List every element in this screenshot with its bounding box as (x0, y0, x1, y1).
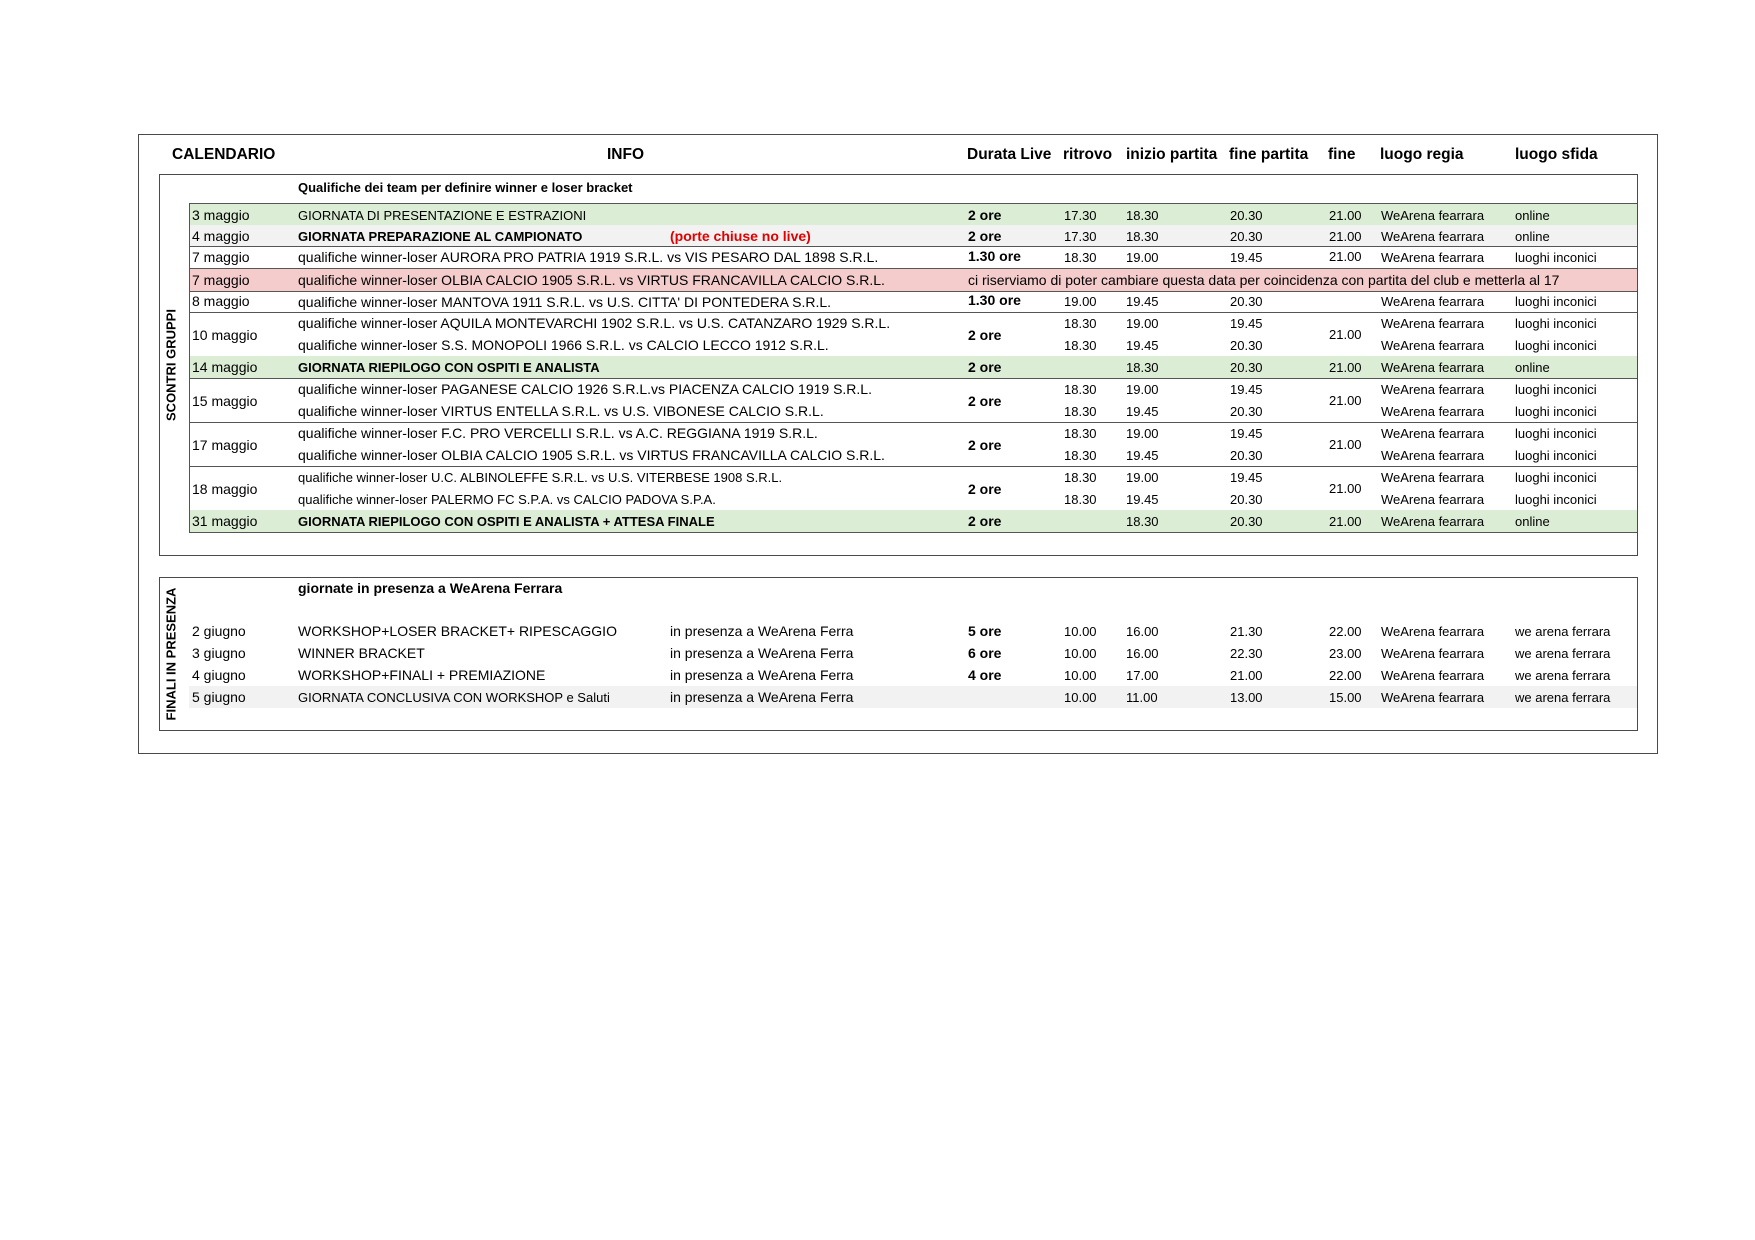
inizio-cell: 19.00 (1126, 426, 1159, 441)
date-cell: 15 maggio (192, 393, 258, 409)
table-row (189, 203, 1637, 227)
info-cell: qualifiche winner-loser AQUILA MONTEVARCHI 1902 S.R.L. vs U.S. CATANZARO 1929 S.R.L. (298, 315, 891, 331)
note-cell: (porte chiuse no live) (670, 228, 811, 244)
inizio-cell: 19.45 (1126, 294, 1159, 309)
ritrovo-cell: 10.00 (1064, 646, 1097, 661)
sfida-cell: online (1515, 208, 1550, 223)
fine-cell: 21.00 (1329, 514, 1362, 529)
regia-cell: WeArena fearrara (1381, 470, 1485, 485)
table-row (189, 268, 1637, 292)
inizio-cell: 19.45 (1126, 404, 1159, 419)
ritrovo-cell: 10.00 (1064, 624, 1097, 639)
fine-cell: 22.00 (1329, 668, 1362, 683)
regia-cell: WeArena fearrara (1381, 514, 1485, 529)
header-durata: Durata Live (967, 146, 1052, 163)
fine-cell: 21.00 (1329, 437, 1362, 452)
note-cell: ci riserviamo di poter cambiare questa data per coincidenza con partita del club e metterla al 17 (968, 272, 1560, 288)
inizio-cell: 17.00 (1126, 668, 1159, 683)
fine-partita-cell: 21.00 (1230, 668, 1263, 683)
ritrovo-cell: 10.00 (1064, 690, 1097, 705)
regia-cell: WeArena fearrara (1381, 404, 1485, 419)
fine-partita-cell: 20.30 (1230, 514, 1263, 529)
fine-partita-cell: 20.30 (1230, 360, 1263, 375)
presenza-cell: in presenza a WeArena Ferra (670, 689, 854, 705)
sfida-cell: we arena ferrara (1515, 624, 1611, 639)
fine-partita-cell: 20.30 (1230, 492, 1263, 507)
durata-cell: 2 ore (968, 327, 1002, 343)
info-cell: qualifiche winner-loser VIRTUS ENTELLA S.R.L. vs U.S. VIBONESE CALCIO S.R.L. (298, 403, 824, 419)
regia-cell: WeArena fearrara (1381, 250, 1485, 265)
table-row (189, 466, 1637, 511)
fine-partita-cell: 22.30 (1230, 646, 1263, 661)
info-cell: qualifiche winner-loser S.S. MONOPOLI 1966 S.R.L. vs CALCIO LECCO 1912 S.R.L. (298, 337, 829, 353)
regia-cell: WeArena fearrara (1381, 492, 1485, 507)
label-scontri-gruppi: SCONTRI GRUPPI (163, 309, 179, 421)
table-row (189, 290, 1637, 313)
sfida-cell: luoghi inconici (1515, 426, 1597, 441)
regia-cell: WeArena fearrara (1381, 229, 1485, 244)
inizio-cell: 19.00 (1126, 316, 1159, 331)
fine-partita-cell: 20.30 (1230, 208, 1263, 223)
presenza-cell: in presenza a WeArena Ferra (670, 645, 854, 661)
presenza-cell: in presenza a WeArena Ferra (670, 667, 854, 683)
fine-partita-cell: 20.30 (1230, 294, 1263, 309)
date-cell: 8 maggio (192, 293, 250, 309)
regia-cell: WeArena fearrara (1381, 668, 1485, 683)
fine-cell: 21.00 (1329, 249, 1362, 264)
info-cell: qualifiche winner-loser OLBIA CALCIO 1905 S.R.L. vs VIRTUS FRANCAVILLA CALCIO S.R.L. (298, 447, 885, 463)
sfida-cell: luoghi inconici (1515, 404, 1597, 419)
info-cell: GIORNATA CONCLUSIVA CON WORKSHOP e Saluti (298, 690, 610, 705)
ritrovo-cell: 18.30 (1064, 426, 1097, 441)
inizio-cell: 11.00 (1126, 690, 1158, 705)
header-luogo-regia: luogo regia (1380, 146, 1464, 163)
durata-cell: 2 ore (968, 393, 1002, 409)
fine-partita-cell: 19.45 (1230, 250, 1263, 265)
durata-cell: 5 ore (968, 623, 1002, 639)
info-cell: WORKSHOP+FINALI + PREMIAZIONE (298, 667, 546, 683)
fine-cell: 21.00 (1329, 360, 1362, 375)
table-row (189, 225, 1637, 247)
date-cell: 3 maggio (192, 207, 250, 223)
sfida-cell: luoghi inconici (1515, 250, 1597, 265)
ritrovo-cell: 18.30 (1064, 448, 1097, 463)
ritrovo-cell: 18.30 (1064, 470, 1097, 485)
table-row (189, 378, 1637, 423)
fine-cell: 21.00 (1329, 393, 1362, 408)
inizio-cell: 19.45 (1126, 448, 1159, 463)
date-cell: 5 giugno (192, 689, 246, 705)
table-row (189, 510, 1637, 533)
fine-partita-cell: 20.30 (1230, 404, 1263, 419)
date-cell: 7 maggio (192, 249, 250, 265)
ritrovo-cell: 18.30 (1064, 250, 1097, 265)
ritrovo-cell: 18.30 (1064, 316, 1097, 331)
fine-cell: 21.00 (1329, 229, 1362, 244)
fine-cell: 21.00 (1329, 208, 1362, 223)
regia-cell: WeArena fearrara (1381, 208, 1485, 223)
regia-cell: WeArena fearrara (1381, 338, 1485, 353)
info-cell: qualifiche winner-loser F.C. PRO VERCELLI S.R.L. vs A.C. REGGIANA 1919 S.R.L. (298, 425, 818, 441)
info-cell: GIORNATA RIEPILOGO CON OSPITI E ANALISTA + ATTESA FINALE (298, 514, 715, 529)
date-cell: 31 maggio (192, 513, 258, 529)
presenza-cell: in presenza a WeArena Ferra (670, 623, 854, 639)
table-row (189, 246, 1637, 268)
ritrovo-cell: 18.30 (1064, 492, 1097, 507)
table-row (189, 312, 1637, 357)
fine-partita-cell: 19.45 (1230, 316, 1263, 331)
sfida-cell: we arena ferrara (1515, 668, 1611, 683)
durata-cell: 2 ore (968, 359, 1002, 375)
inizio-cell: 19.45 (1126, 492, 1159, 507)
row-left-border (189, 203, 190, 532)
sfida-cell: we arena ferrara (1515, 690, 1611, 705)
table-row (189, 686, 1637, 708)
subtitle-qualifiche: Qualifiche dei team per definire winner e loser bracket (298, 180, 633, 195)
label-finali-presenza: FINALI IN PRESENZA (163, 587, 179, 721)
durata-cell: 2 ore (968, 481, 1002, 497)
ritrovo-cell: 17.30 (1064, 208, 1097, 223)
info-cell: qualifiche winner-loser OLBIA CALCIO 1905 S.R.L. vs VIRTUS FRANCAVILLA CALCIO S.R.L. (298, 272, 885, 288)
sfida-cell: luoghi inconici (1515, 492, 1597, 507)
sfida-cell: luoghi inconici (1515, 316, 1597, 331)
ritrovo-cell: 17.30 (1064, 229, 1097, 244)
header-info: INFO (607, 146, 645, 163)
durata-cell: 2 ore (968, 513, 1002, 529)
inizio-cell: 16.00 (1126, 646, 1159, 661)
fine-partita-cell: 19.45 (1230, 382, 1263, 397)
sfida-cell: luoghi inconici (1515, 470, 1597, 485)
durata-cell: 2 ore (968, 207, 1002, 223)
date-cell: 4 maggio (192, 228, 250, 244)
info-cell: GIORNATA DI PRESENTAZIONE E ESTRAZIONI (298, 208, 587, 223)
header-calendario: CALENDARIO (172, 146, 276, 163)
info-cell: GIORNATA PREPARAZIONE AL CAMPIONATO (298, 229, 583, 244)
inizio-cell: 18.30 (1126, 360, 1159, 375)
fine-partita-cell: 13.00 (1230, 690, 1263, 705)
date-cell: 10 maggio (192, 327, 258, 343)
table-row (189, 664, 1637, 686)
inizio-cell: 19.00 (1126, 250, 1159, 265)
fine-partita-cell: 20.30 (1230, 448, 1263, 463)
inizio-cell: 18.30 (1126, 208, 1159, 223)
info-cell: qualifiche winner-loser MANTOVA 1911 S.R.L. vs U.S. CITTA' DI PONTEDERA S.R.L. (298, 294, 832, 310)
fine-cell: 15.00 (1329, 690, 1362, 705)
fine-partita-cell: 20.30 (1230, 229, 1263, 244)
info-cell: WORKSHOP+LOSER BRACKET+ RIPESCAGGIO (298, 623, 617, 639)
subtitle-presenza: giornate in presenza a WeArena Ferrara (298, 580, 563, 596)
regia-cell: WeArena fearrara (1381, 426, 1485, 441)
durata-cell: 1.30 ore (968, 248, 1021, 264)
inizio-cell: 19.00 (1126, 382, 1159, 397)
regia-cell: WeArena fearrara (1381, 316, 1485, 331)
durata-cell: 6 ore (968, 645, 1002, 661)
ritrovo-cell: 10.00 (1064, 668, 1097, 683)
info-cell: GIORNATA RIEPILOGO CON OSPITI E ANALISTA (298, 360, 600, 375)
header-fine: fine (1328, 146, 1356, 163)
date-cell: 18 maggio (192, 481, 258, 497)
date-cell: 14 maggio (192, 359, 258, 375)
table-row (189, 620, 1637, 642)
sfida-cell: luoghi inconici (1515, 448, 1597, 463)
sfida-cell: online (1515, 229, 1550, 244)
fine-cell: 23.00 (1329, 646, 1362, 661)
date-cell: 7 maggio (192, 272, 250, 288)
sfida-cell: online (1515, 514, 1550, 529)
inizio-cell: 16.00 (1126, 624, 1159, 639)
info-cell: qualifiche winner-loser AURORA PRO PATRIA 1919 S.R.L. vs VIS PESARO DAL 1898 S.R.L. (298, 249, 879, 265)
regia-cell: WeArena fearrara (1381, 382, 1485, 397)
regia-cell: WeArena fearrara (1381, 294, 1485, 309)
header-fine-partita: fine partita (1229, 146, 1309, 163)
ritrovo-cell: 19.00 (1064, 294, 1097, 309)
table-row (189, 422, 1637, 467)
info-cell: WINNER BRACKET (298, 645, 425, 661)
inizio-cell: 19.00 (1126, 470, 1159, 485)
durata-cell: 4 ore (968, 667, 1002, 683)
fine-partita-cell: 19.45 (1230, 426, 1263, 441)
table-row (189, 642, 1637, 664)
info-cell: qualifiche winner-loser PAGANESE CALCIO 1926 S.R.L.vs PIACENZA CALCIO 1919 S.R.L. (298, 381, 872, 397)
inizio-cell: 18.30 (1126, 514, 1159, 529)
regia-cell: WeArena fearrara (1381, 624, 1485, 639)
ritrovo-cell: 18.30 (1064, 382, 1097, 397)
durata-cell: 2 ore (968, 437, 1002, 453)
inizio-cell: 18.30 (1126, 229, 1159, 244)
durata-cell: 1.30 ore (968, 292, 1021, 308)
sfida-cell: online (1515, 360, 1550, 375)
regia-cell: WeArena fearrara (1381, 448, 1485, 463)
date-cell: 2 giugno (192, 623, 246, 639)
info-cell: qualifiche winner-loser U.C. ALBINOLEFFE S.R.L. vs U.S. VITERBESE 1908 S.R.L. (298, 470, 783, 485)
header-inizio-partita: inizio partita (1126, 146, 1218, 163)
fine-partita-cell: 20.30 (1230, 338, 1263, 353)
fine-partita-cell: 19.45 (1230, 470, 1263, 485)
durata-cell: 2 ore (968, 228, 1002, 244)
fine-cell: 22.00 (1329, 624, 1362, 639)
ritrovo-cell: 18.30 (1064, 338, 1097, 353)
regia-cell: WeArena fearrara (1381, 646, 1485, 661)
regia-cell: WeArena fearrara (1381, 360, 1485, 375)
info-cell: qualifiche winner-loser PALERMO FC S.P.A. vs CALCIO PADOVA S.P.A. (298, 492, 716, 507)
sfida-cell: we arena ferrara (1515, 646, 1611, 661)
sfida-cell: luoghi inconici (1515, 382, 1597, 397)
header-ritrovo: ritrovo (1063, 146, 1113, 163)
sfida-cell: luoghi inconici (1515, 338, 1597, 353)
regia-cell: WeArena fearrara (1381, 690, 1485, 705)
ritrovo-cell: 18.30 (1064, 404, 1097, 419)
date-cell: 17 maggio (192, 437, 258, 453)
inizio-cell: 19.45 (1126, 338, 1159, 353)
table-row (189, 356, 1637, 379)
date-cell: 3 giugno (192, 645, 246, 661)
fine-cell: 21.00 (1329, 327, 1362, 342)
date-cell: 4 giugno (192, 667, 246, 683)
fine-partita-cell: 21.30 (1230, 624, 1263, 639)
header-luogo-sfida: luogo sfida (1515, 146, 1598, 163)
sfida-cell: luoghi inconici (1515, 294, 1597, 309)
fine-cell: 21.00 (1329, 481, 1362, 496)
